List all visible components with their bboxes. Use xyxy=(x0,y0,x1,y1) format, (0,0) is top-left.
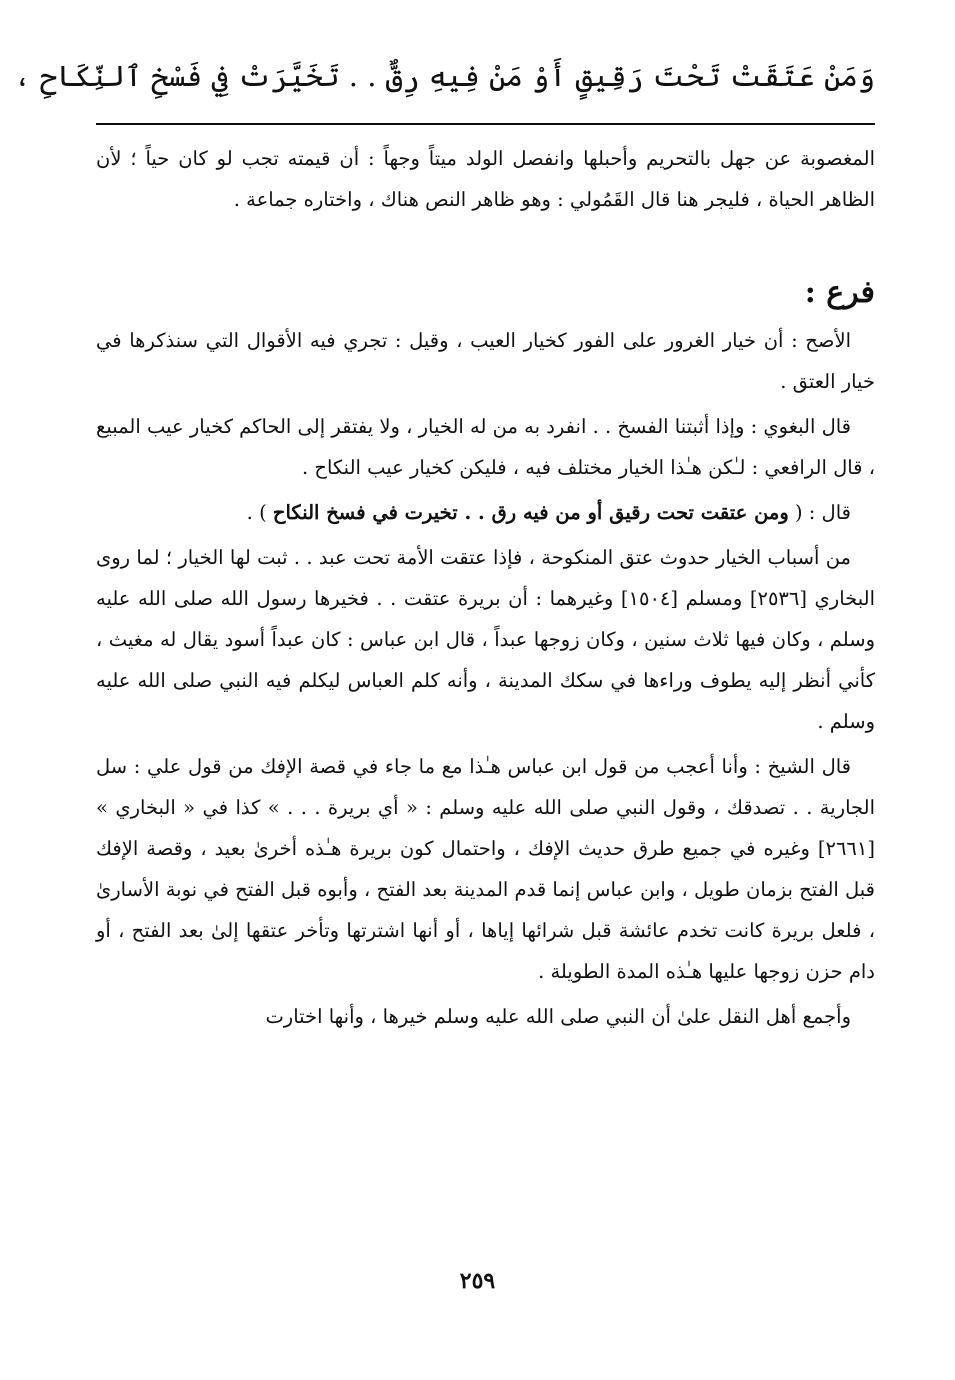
page-number: ٢٥٩ xyxy=(459,1268,496,1294)
paragraph: من أسباب الخيار حدوث عتق المنكوحة ، فإذا عتقت الأمة تحت عبد . . ثبت لها الخيار ؛ لما روى البخاري [٢٥٣٦] ومسلم [١٥٠٤] وغيرهما : أن بريرة عتقت . . فخيرها رسول الله صلى الله عليه وسلم ، وكان فيها ثلاث سنين ، وكان زوجها عبداً ، قال ابن عباس : كان عبداً أسود يقال له مغيث ، كأني أنظر إليه يطوف وراءها في سكك المدينة ، وأنه كلم العباس ليكلم فيه النبي صلى الله عليه وسلم . xyxy=(96,546,875,733)
page-body xyxy=(96,138,875,1041)
header-rule xyxy=(96,123,875,125)
running-header xyxy=(13,40,875,112)
matn-quote-suffix: ) . xyxy=(246,501,267,524)
paragraph: قال الشيخ : وأنا أعجب من قول ابن عباس هـٰذا مع ما جاء في قصة الإفك من قول علي : سل الجارية . . تصدقك ، وقول النبي صلى الله عليه وسلم : « أي بريرة . . . » كذا في « البخاري » [٢٦٦١] وغيره في جميع طرق حديث الإفك ، واحتمال كون بريرة هـٰذه أخرىٰ بعيد ، وقصة الإفك قبل الفتح بزمان طويل ، وابن عباس إنما قدم المدينة بعد الفتح ، وأبوه قبل الفتح في نوبة الأسارىٰ ، فلعل بريرة كانت تخدم عائشة قبل شرائها إياها ، أو أنها اشترتها وتأخر عتقها إلىٰ بعد الفتح ، أو دام حزن زوجها عليها هـٰذه المدة الطويلة . xyxy=(96,755,875,983)
section-title: فرع : xyxy=(804,275,875,310)
matn-quote-prefix: قال : ( xyxy=(794,501,851,524)
matn-quote xyxy=(96,492,875,533)
paragraph: الأصح : أن خيار الغرور على الفور كخيار العيب ، وقيل : تجري فيه الأقوال التي سنذكرها في خيار العتق . xyxy=(96,329,875,393)
section-gap xyxy=(96,224,875,270)
paragraph: وأجمع أهل النقل علىٰ أن النبي صلى الله عليه وسلم خيرها ، وأنها اختارت xyxy=(265,1005,851,1028)
paragraph-continuation: المغصوبة عن جهل بالتحريم وأحبلها وانفصل الولد ميتاً وجهاً : أن قيمته تجب لو كان حياً ؛ لأن الظاهر الحياة ، فليجر هنا قال القَمُولي : وهو ظاهر النص هناك ، واختاره جماعة . xyxy=(96,147,875,211)
paragraph: قال البغوي : وإذا أثبتنا الفسخ . . انفرد به من له الخيار ، ولا يفتقر إلى الحاكم كخيار عيب المبيع ، قال الرافعي : لـٰكن هـٰذا الخيار مختلف فيه ، فليكن كخيار عيب النكاح . xyxy=(96,415,875,479)
matn-quote-text: ومن عتقت تحت رقيق أو من فيه رق . . تخيرت في فسخ النكاح xyxy=(272,501,789,524)
running-header-title: وَمَنْ عَتَقَتْ تَحْتَ رَقِيقٍ أَوْ مَنْ فِيهِ رِقٌّ . . تَخَيَّرَتْ فِي فَسْخِ ٱلنِّكَاحِ ، xyxy=(13,59,875,93)
